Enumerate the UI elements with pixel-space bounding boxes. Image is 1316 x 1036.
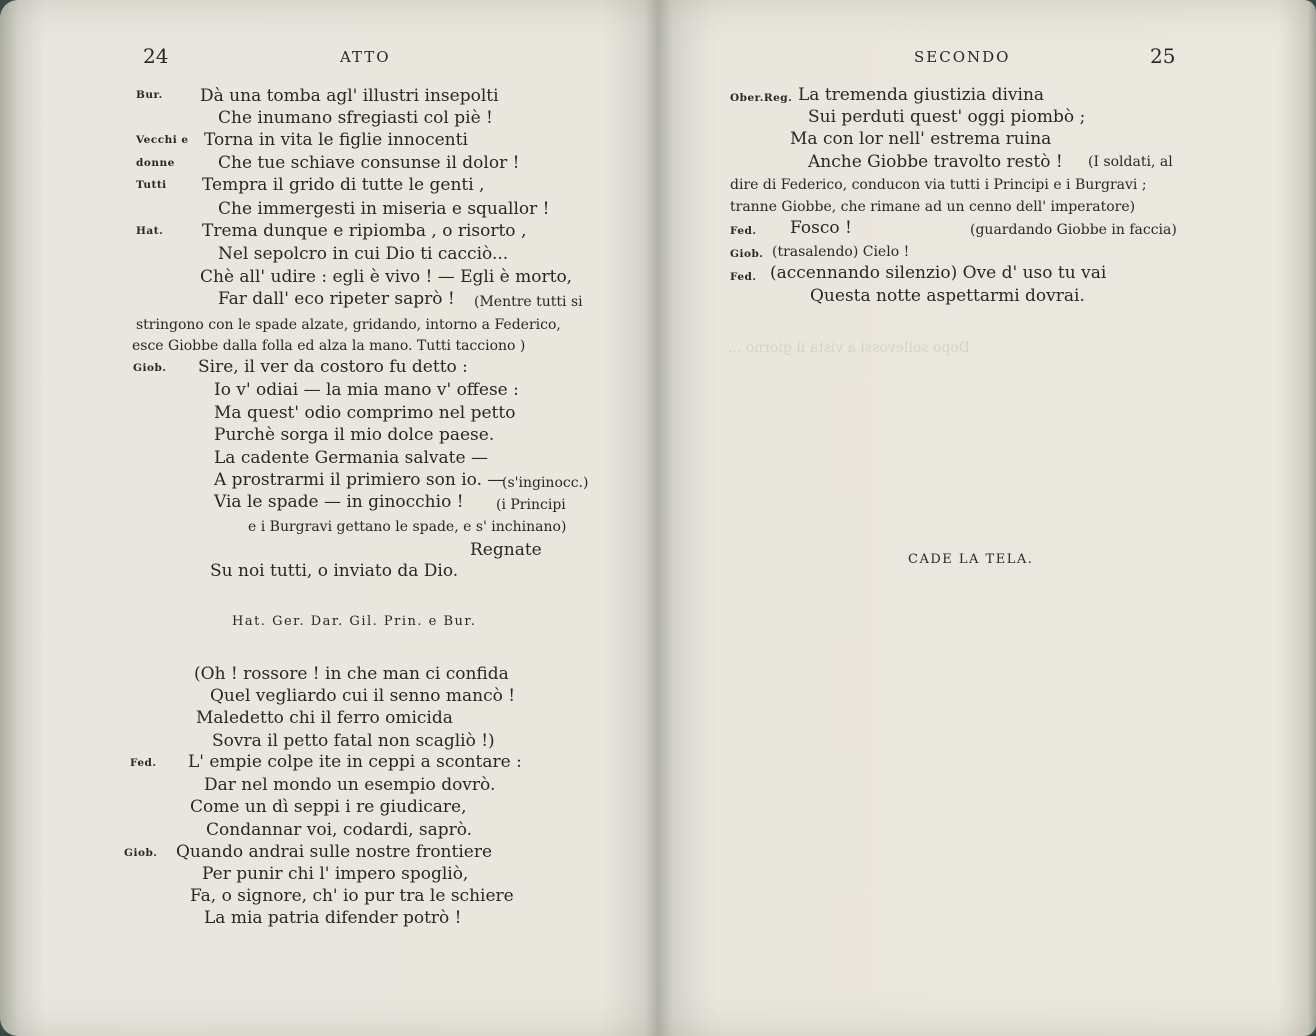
speaker-label: Giob. <box>133 362 167 374</box>
verse-line: Anche Giobbe travolto restò ! <box>808 152 1063 172</box>
verse-line: Fa, o signore, ch' io pur tra le schiere <box>190 886 514 906</box>
speaker-label: donne <box>136 157 175 169</box>
running-head: ATTO <box>340 48 391 66</box>
verse-line: Sui perduti quest' oggi piombò ; <box>808 107 1086 127</box>
verse-line: Sovra il petto fatal non scagliò !) <box>212 731 495 751</box>
stage-direction: tranne Giobbe, che rimane ad un cenno dell' imperatore) <box>730 199 1136 215</box>
verse-line: Via le spade — in ginocchio ! <box>214 492 464 512</box>
verse-line: Far dall' eco ripeter saprò ! <box>218 289 455 309</box>
speaker-label: Tutti <box>136 179 167 191</box>
verse-line: Torna in vita le figlie innocenti <box>204 130 468 150</box>
stage-direction: (I soldati, al <box>1088 154 1173 170</box>
verse-line: Che immergesti in miseria e squallor ! <box>218 199 550 219</box>
verse-line: Quando andrai sulle nostre frontiere <box>176 842 493 862</box>
verse-line: Quel vegliardo cui il senno mancò ! <box>210 686 516 706</box>
right-page <box>658 0 1316 1036</box>
speaker-label: Bur. <box>136 89 163 101</box>
stage-direction: (i Principi <box>496 497 566 513</box>
running-head: SECONDO <box>914 48 1011 66</box>
speaker-label: Giob. <box>730 248 764 260</box>
stage-direction: esce Giobbe dalla folla ed alza la mano. Tutti tacciono ) <box>132 338 526 354</box>
verse-line: Dà una tomba agl' illustri insepolti <box>200 86 499 106</box>
verse-line: (Oh ! rossore ! in che man ci confida <box>194 664 509 684</box>
verse-line: Sire, il ver da costoro fu detto : <box>198 357 468 377</box>
verse-line: Come un dì seppi i re giudicare, <box>190 797 467 817</box>
verse-line: Regnate <box>470 540 542 560</box>
verse-line: Io v' odiai — la mia mano v' offese : <box>214 380 519 400</box>
verse-line: Che tue schiave consunse il dolor ! <box>218 153 520 173</box>
speaker-label: Hat. <box>136 225 164 237</box>
verse-line: Per punir chi l' impero spogliò, <box>202 864 469 884</box>
page-number: 24 <box>143 44 169 68</box>
verse-line: Ma quest' odio comprimo nel petto <box>214 403 516 423</box>
verse-line: Fosco ! <box>790 218 852 238</box>
verse-line: La tremenda giustizia divina <box>798 85 1045 105</box>
verse-line: Tempra il grido di tutte le genti , <box>202 175 485 195</box>
speaker-label: Vecchi e <box>136 134 189 146</box>
speaker-label: Fed. <box>730 271 757 283</box>
verse-line: L' empie colpe ite in ceppi a scontare : <box>188 752 522 772</box>
verse-line: Maledetto chi il ferro omicida <box>196 708 453 728</box>
verse-line: Purchè sorga il mio dolce paese. <box>214 425 495 445</box>
stage-direction: (s'inginocc.) <box>502 475 589 491</box>
show-through-text: Dopo sollevossi a vista il giorno ... <box>728 340 970 356</box>
verse-line: La mia patria difender potrò ! <box>204 908 462 928</box>
curtain-line: CADE LA TELA. <box>908 552 1034 567</box>
verse-line: Trema dunque e ripiomba , o risorto , <box>202 221 527 241</box>
stage-direction: e i Burgravi gettano le spade, e s' inchinano) <box>248 519 567 535</box>
verse-line: Ma con lor nell' estrema ruina <box>790 129 1052 149</box>
speaker-label: Fed. <box>730 225 757 237</box>
verse-line: (trasalendo) Cielo ! <box>772 244 910 260</box>
verse-line: La cadente Germania salvate — <box>214 448 488 468</box>
stage-direction: (guardando Giobbe in faccia) <box>970 222 1177 238</box>
verse-line: Chè all' udire : egli è vivo ! — Egli è morto, <box>200 267 573 287</box>
page-number: 25 <box>1150 44 1176 68</box>
stage-direction: dire di Federico, conducon via tutti i Principi e i Burgravi ; <box>730 177 1147 193</box>
speaker-label: Giob. <box>124 847 158 859</box>
verse-line: (accennando silenzio) Ove d' uso tu vai <box>770 263 1107 283</box>
verse-line: Nel sepolcro in cui Dio ti cacciò... <box>218 244 509 264</box>
verse-line: Condannar voi, codardi, saprò. <box>206 820 473 840</box>
stage-direction: stringono con le spade alzate, gridando, intorno a Federico, <box>136 317 561 333</box>
verse-line: Che inumano sfregiasti col piè ! <box>218 108 493 128</box>
verse-line: Dar nel mondo un esempio dovrò. <box>204 775 496 795</box>
speaker-label: Ober.Reg. <box>730 92 793 104</box>
verse-line: Questa notte aspettarmi dovrai. <box>810 286 1085 306</box>
speaker-label: Fed. <box>130 757 157 769</box>
verse-line: A prostrarmi il primiero son io. — <box>214 470 505 490</box>
verse-line: Su noi tutti, o inviato da Dio. <box>210 561 459 581</box>
speakers-heading: Hat. Ger. Dar. Gil. Prin. e Bur. <box>232 614 477 629</box>
stage-direction: (Mentre tutti si <box>474 294 583 310</box>
